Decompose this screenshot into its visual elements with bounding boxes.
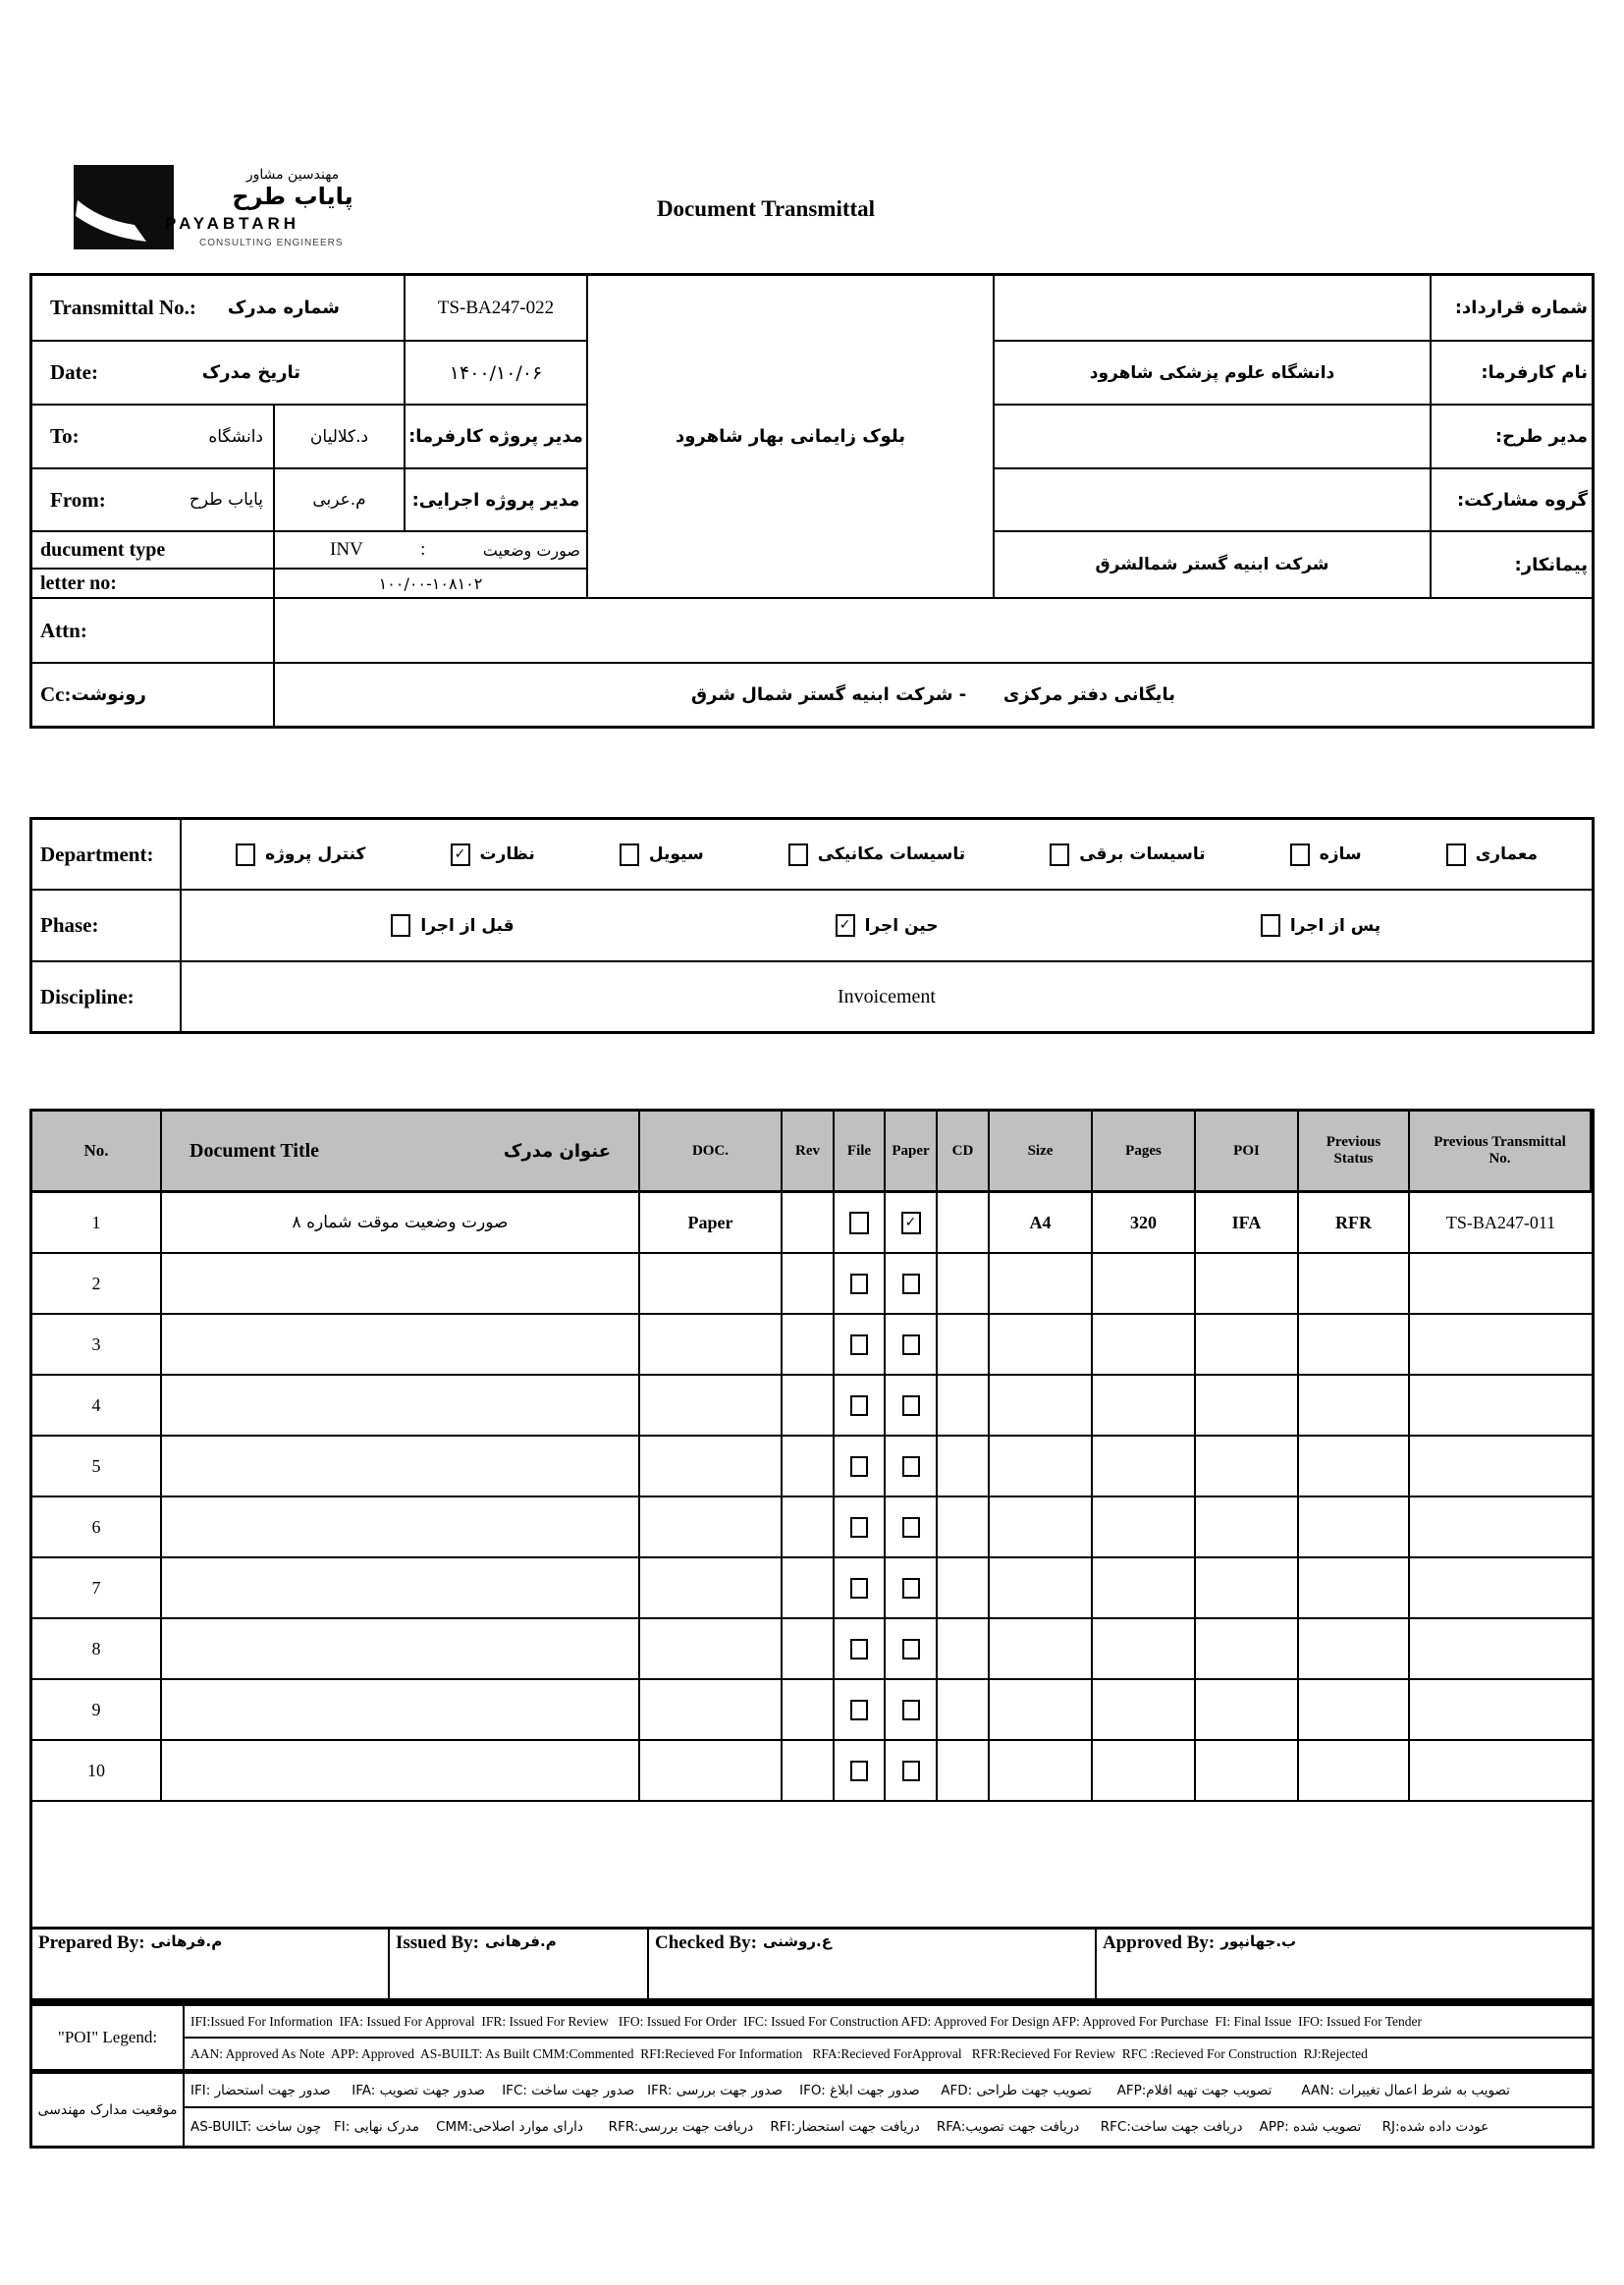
poi-legend-en-line2: AAN: Approved As Note APP: Approved AS-BUILT: As Built CMM:Commented RFI:Recieved For Information RFA:Recieved ForApproval RFR:Recieved For Review RFC :Recieved For Construction RJ:Rejected [185,2039,1592,2071]
file-checkbox [850,1639,868,1659]
row-title: صورت وضعیت موقت شماره ۸ [162,1193,640,1254]
row-prev-status [1299,1619,1410,1680]
transmittal-no-label-en: Transmittal No.: [50,296,196,319]
phase-item-label: پس از اجرا [1289,915,1381,936]
discipline-value: Invoicement [838,985,936,1007]
row-title [162,1741,640,1802]
row-cd [938,1680,990,1741]
cc-label-en: Cc: [40,682,72,706]
date-label-en: Date: [50,360,98,384]
row-pages [1093,1741,1196,1802]
department-item-label: تاسیسات مکانیکی [817,844,966,864]
row-poi [1196,1254,1299,1315]
contract-no-value [995,276,1432,342]
department-item-label: تاسیسات برقی [1079,844,1206,864]
row-size [990,1437,1093,1497]
page-title: Document Transmittal [656,196,876,221]
phase-item-label: حین اجرا [864,915,939,936]
row-title [162,1437,640,1497]
row-paper-cell [886,1376,938,1437]
transmittal-no-label-cell [32,276,406,342]
row-doc [640,1497,783,1558]
from-value: پایاب طرح [189,490,263,510]
row-file-cell [835,1376,886,1437]
row-file-cell [835,1254,886,1315]
row-paper-cell [886,1741,938,1802]
row-rev [783,1193,835,1254]
row-paper-cell [886,1497,938,1558]
file-checkbox [850,1761,868,1781]
paper-checkbox [902,1517,920,1538]
transmittal-info-table [29,273,1595,729]
contractor-value: شرکت ابنیه گستر شمالشرق [995,532,1432,599]
row-rev [783,1741,835,1802]
row-prev-transmittal [1410,1680,1592,1741]
row-cd [938,1497,990,1558]
row-file-cell [835,1558,886,1619]
row-prev-status [1299,1680,1410,1741]
department-checkbox: ✓ [451,843,470,866]
row-doc [640,1680,783,1741]
to-value: دانشگاه [208,426,263,447]
department-item [1050,843,1205,866]
letter-no-label: letter no: [32,570,275,599]
department-options [182,820,1592,891]
row-file-cell [835,1193,886,1254]
row-file-cell [835,1619,886,1680]
department-item [620,843,704,866]
row-paper-cell [886,1437,938,1497]
department-checkbox [236,843,255,866]
phase-label: Phase: [32,891,182,962]
row-title [162,1558,640,1619]
row-size [990,1619,1093,1680]
row-pages [1093,1254,1196,1315]
row-prev-status: RFR [1299,1193,1410,1254]
checked-by-cell [649,1930,1097,2000]
prepared-by-name: م.فرهانی [150,1932,223,1950]
row-prev-status [1299,1437,1410,1497]
row-rev [783,1315,835,1376]
client-label: نام کارفرما: [1432,342,1592,406]
row-no: 8 [32,1619,162,1680]
from-cell [32,469,275,532]
row-cd [938,1437,990,1497]
row-title [162,1680,640,1741]
row-cd [938,1193,990,1254]
col-header-rev: Rev [783,1112,835,1193]
department-item [788,843,965,866]
row-no: 7 [32,1558,162,1619]
row-prev-status [1299,1254,1410,1315]
col-header-size: Size [990,1112,1093,1193]
poi-legend-label: "POI" Legend: [32,2006,185,2071]
row-poi [1196,1437,1299,1497]
row-pages [1093,1497,1196,1558]
document-list-table [29,1109,1595,1930]
to-cell [32,406,275,469]
row-poi [1196,1497,1299,1558]
paper-checkbox [902,1456,920,1477]
logo-fa-tagline: مهندسین مشاور [245,167,340,183]
department-item [1446,843,1538,866]
doc-type-label: ducument type [32,532,275,570]
row-no: 10 [32,1741,162,1802]
row-pages: 320 [1093,1193,1196,1254]
discipline-label: Discipline: [32,962,182,1031]
cc-label-cell [32,664,275,726]
attn-label: Attn: [32,599,275,664]
row-cd [938,1619,990,1680]
department-item [236,843,365,866]
date-label-fa: تاریخ مدرک [201,362,300,383]
row-size [990,1497,1093,1558]
row-title [162,1254,640,1315]
phase-item-label: قبل از اجرا [420,915,514,936]
row-pages [1093,1558,1196,1619]
row-prev-transmittal: TS-BA247-011 [1410,1193,1592,1254]
department-item [451,843,535,866]
row-title [162,1315,640,1376]
row-prev-status [1299,1376,1410,1437]
issued-by-label: Issued By: [396,1932,479,1953]
paper-checkbox [902,1274,920,1294]
file-checkbox [850,1578,868,1599]
to-label: To: [50,424,80,448]
row-pages [1093,1437,1196,1497]
row-poi [1196,1680,1299,1741]
doc-type-label-fa: صورت وضعیت [482,540,580,560]
cc-value: بایگانی دفتر مرکزی - شرکت ابنیه گستر شمال شرق [691,684,1175,705]
phase-options [182,891,1592,962]
row-file-cell [835,1741,886,1802]
col-header-poi: POI [1196,1112,1299,1193]
row-file-cell [835,1315,886,1376]
row-doc [640,1315,783,1376]
issued-by-name: م.فرهانی [485,1932,557,1950]
row-paper-cell [886,1558,938,1619]
row-cd [938,1741,990,1802]
row-pages [1093,1680,1196,1741]
design-manager-value [995,406,1432,469]
row-prev-transmittal [1410,1558,1592,1619]
contract-no-label: شماره قرارداد: [1432,276,1592,342]
col-header-title-en: Document Title [189,1139,320,1162]
row-size [990,1680,1093,1741]
approved-by-name: ب.جهانپور [1220,1932,1297,1950]
row-poi [1196,1376,1299,1437]
row-no: 9 [32,1680,162,1741]
client-value: دانشگاه علوم پزشکی شاهرود [995,342,1432,406]
transmittal-no-label-fa: شماره مدرک [227,298,340,318]
row-no: 6 [32,1497,162,1558]
row-rev [783,1680,835,1741]
poi-legend-table [29,2003,1595,2149]
col-header-prev-transmittal: Previous Transmittal No. [1410,1112,1592,1193]
paper-checkbox [902,1334,920,1355]
row-file-cell [835,1497,886,1558]
phase-item [391,914,514,937]
phase-item [836,914,939,937]
row-no: 2 [32,1254,162,1315]
approved-by-cell [1097,1930,1592,2000]
row-prev-transmittal [1410,1254,1592,1315]
department-checkbox [1446,843,1466,866]
row-cd [938,1376,990,1437]
row-doc [640,1254,783,1315]
department-item-label: نظارت [479,844,535,864]
row-prev-status [1299,1315,1410,1376]
row-poi [1196,1741,1299,1802]
doc-type-colon: : [420,539,426,560]
doc-type-value-cell [275,532,588,570]
file-checkbox [850,1700,868,1720]
row-title [162,1497,640,1558]
row-prev-status [1299,1741,1410,1802]
checked-by-name: ع.روشنی [762,1932,832,1950]
phase-checkbox [1261,914,1280,937]
department-item [1290,843,1362,866]
row-size [990,1254,1093,1315]
row-rev [783,1558,835,1619]
row-poi [1196,1315,1299,1376]
paper-checkbox [902,1578,920,1599]
row-prev-status [1299,1558,1410,1619]
row-doc [640,1376,783,1437]
paper-checkbox [902,1761,920,1781]
logo-fa-name: پایاب طرح [232,183,353,210]
row-size [990,1376,1093,1437]
jv-group-value [995,469,1432,532]
department-item-label: معماری [1475,844,1538,864]
file-checkbox [850,1517,868,1538]
col-header-title [162,1112,640,1193]
issued-by-cell [390,1930,649,2000]
project-name: بلوک زایمانی بهار شاهرود [588,276,995,599]
prepared-by-cell [32,1930,390,2000]
from-label: From: [50,487,106,512]
department-checkbox [1050,843,1069,866]
file-checkbox [850,1334,868,1355]
paper-checkbox [902,1639,920,1659]
col-header-file: File [835,1112,886,1193]
department-item-label: سازه [1319,844,1362,864]
row-file-cell [835,1437,886,1497]
row-prev-transmittal [1410,1437,1592,1497]
col-header-doc: DOC. [640,1112,783,1193]
row-cd [938,1254,990,1315]
from-person: م.عربی [275,469,406,532]
design-manager-label: مدیر طرح: [1432,406,1592,469]
row-rev [783,1497,835,1558]
row-paper-cell [886,1254,938,1315]
row-no: 1 [32,1193,162,1254]
row-prev-status [1299,1497,1410,1558]
row-paper-cell [886,1619,938,1680]
file-checkbox [850,1456,868,1477]
row-size [990,1315,1093,1376]
checked-by-label: Checked By: [655,1932,757,1953]
row-rev [783,1619,835,1680]
phase-item [1261,914,1380,937]
file-checkbox [850,1274,868,1294]
department-item-label: سیویل [648,844,704,864]
col-header-title-fa: عنوان مدرک [503,1140,611,1162]
department-checkbox [620,843,639,866]
row-title [162,1376,640,1437]
date-value: ۱۴۰۰/۱۰/۰۶ [406,342,588,406]
signature-row [29,1927,1595,2003]
row-pages [1093,1376,1196,1437]
contractor-label: پیمانکار: [1432,532,1592,599]
prepared-by-label: Prepared By: [38,1932,145,1953]
row-no: 5 [32,1437,162,1497]
date-label-cell [32,342,406,406]
row-size [990,1741,1093,1802]
row-rev [783,1376,835,1437]
col-header-paper: Paper [886,1112,938,1193]
col-header-no: No. [32,1112,162,1193]
row-doc [640,1437,783,1497]
transmittal-no-value: TS-BA247-022 [406,276,588,342]
row-size: A4 [990,1193,1093,1254]
row-doc: Paper [640,1193,783,1254]
row-prev-transmittal [1410,1315,1592,1376]
row-doc [640,1619,783,1680]
doc-type-value: INV [330,539,363,560]
row-prev-transmittal [1410,1376,1592,1437]
department-item-label: کنترل پروژه [265,844,366,864]
row-no: 4 [32,1376,162,1437]
row-title [162,1619,640,1680]
row-doc [640,1558,783,1619]
col-header-prev-status: Previous Status [1299,1112,1410,1193]
row-doc [640,1741,783,1802]
jv-group-label: گروه مشارکت: [1432,469,1592,532]
row-paper-cell [886,1315,938,1376]
phase-checkbox [391,914,410,937]
row-prev-transmittal [1410,1741,1592,1802]
fa-legend-line1: IFI: صدور جهت استحضار IFA: صدور جهت تصویب IFC: صدور جهت ساخت IFR: صدور جهت بررسی IFO: صدور جهت ابلاغ AFD: تصویب جهت طراحی AFP:تصویب جهت تهیه اقلام AAN: تصویب به شرط اعمال تغییرات [185,2071,1592,2108]
row-poi: IFA [1196,1193,1299,1254]
col-header-cd: CD [938,1112,990,1193]
cc-label-fa: رونوشت [71,684,146,705]
department-checkbox [1290,843,1310,866]
exec-pm-label: مدیر پروژه اجرایی: [406,469,588,532]
file-checkbox [850,1395,868,1416]
paper-checkbox: ✓ [901,1212,921,1234]
file-checkbox [849,1212,869,1234]
row-size [990,1558,1093,1619]
to-person: د.کلالیان [275,406,406,469]
paper-checkbox [902,1700,920,1720]
department-label: Department: [32,820,182,891]
client-pm-label: مدیر پروژه کارفرما: [406,406,588,469]
row-pages [1093,1619,1196,1680]
paper-checkbox [902,1395,920,1416]
row-paper-cell [886,1680,938,1741]
row-no: 3 [32,1315,162,1376]
logo-en-name: PAYABTARH [165,214,300,233]
row-rev [783,1437,835,1497]
row-prev-transmittal [1410,1497,1592,1558]
row-pages [1093,1315,1196,1376]
row-cd [938,1315,990,1376]
row-paper-cell [886,1193,938,1254]
department-phase-table [29,817,1595,1034]
letter-no-value: ۱۰۰/۰۰-۱۰۸۱۰۲ [275,570,588,599]
department-checkbox [788,843,808,866]
row-prev-transmittal [1410,1619,1592,1680]
col-header-pages: Pages [1093,1112,1196,1193]
fa-legend-line2: AS-BUILT: چون ساخت FI: مدرک نهایی CMM:دارای موارد اصلاحی RFR:دریافت جهت بررسی RFI:دریافت جهت استحضار RFA:دریافت جهت تصویب RFC:دریافت جهت ساخت APP: تصویب شده RJ:عودت داده شده [190,2119,1489,2135]
poi-legend-en-line1: IFI:Issued For Information IFA: Issued For Approval IFR: Issued For Review IFO: Issued For Order IFC: Issued For Construction AFD: Approved For Design AFP: Approved For Purchase FI: Final Issue IFO: Issued For Tender [185,2006,1592,2039]
fa-legend-label: موقعیت مدارک مهندسی [32,2071,185,2146]
doc-table-empty-area [32,1802,1592,1927]
approved-by-label: Approved By: [1103,1932,1216,1953]
phase-checkbox: ✓ [836,914,855,937]
attn-value [275,599,1592,664]
row-poi [1196,1558,1299,1619]
row-rev [783,1254,835,1315]
row-cd [938,1558,990,1619]
row-poi [1196,1619,1299,1680]
logo-en-tagline: CONSULTING ENGINEERS [199,238,344,248]
row-file-cell [835,1680,886,1741]
